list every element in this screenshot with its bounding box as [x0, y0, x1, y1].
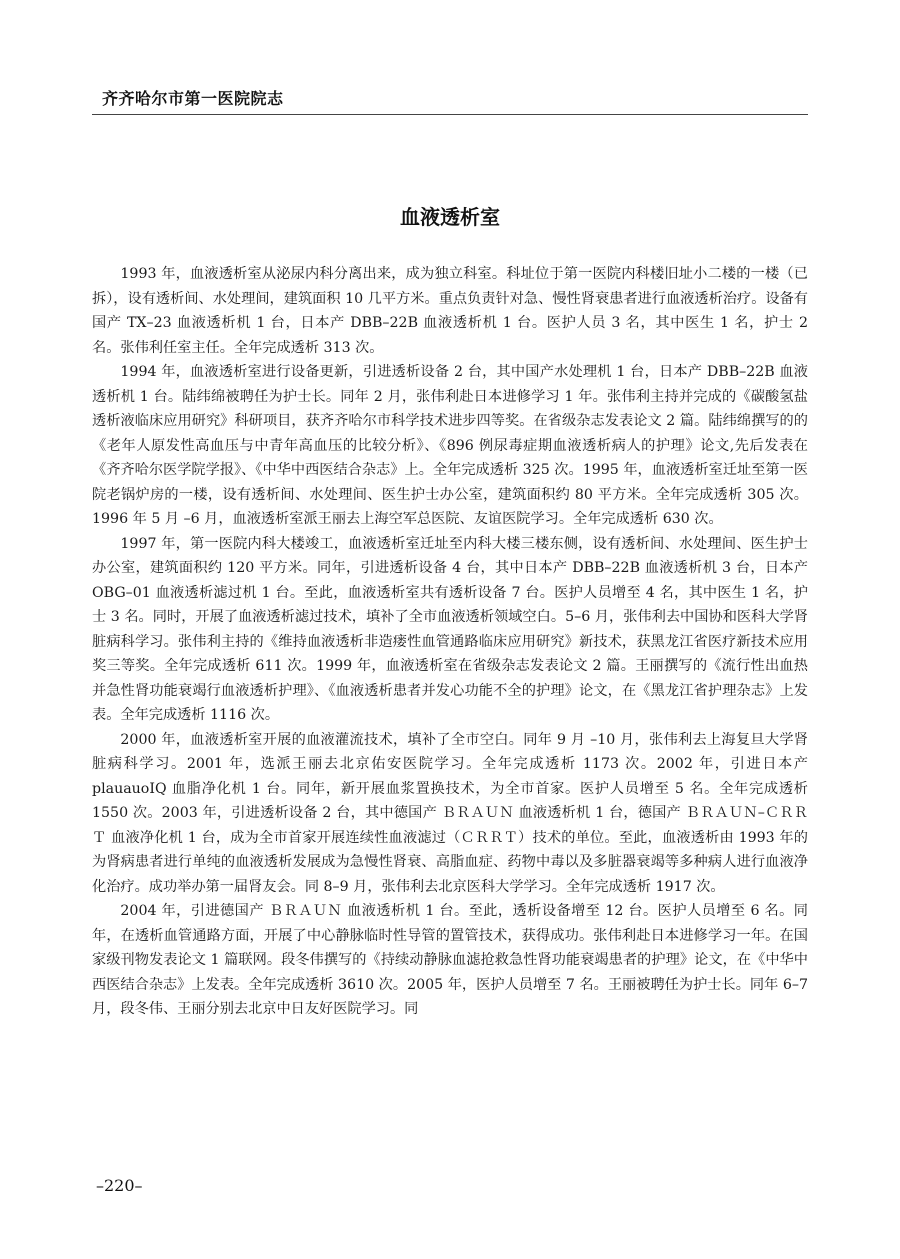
- paragraph: 2000 年，血液透析室开展的血液灌流技术，填补了全市空白。同年 9 月 –10 月，张伟利去上海复旦大学肾脏病科学习。2001 年，选派王丽去北京佑安医院学习。全年完成透析 1173 次。2002 年，引进日本产 plauauoIQ 血脂净化机 1 台。同年，新开展血浆置换技术，为全市首家。医护人员增至 5 名。全年完成透析 1550 次。2003 年，引进透析设备 2 台，其中德国产 ＢＲＡＵＮ 血液透析机 1 台，德国产 ＢＲＡＵＮ–ＣＲＲＴ 血液净化机 1 台，成为全市首家开展连续性血液滤过（ＣＲＲＴ）技术的单位。至此，血液透析由 1993 年的为肾病患者进行单纯的血液透析发展成为急慢性肾衰、高脂血症、药物中毒以及多脏器衰竭等多种病人进行血液净化治疗。成功举办第一届肾友会。同 8–9 月，张伟利去北京医科大学学习。全年完成透析 1917 次。: [92, 731, 808, 895]
- paragraph: 1997 年，第一医院内科大楼竣工，血液透析室迁址至内科大楼三楼东侧，设有透析间、水处理间、医生护士办公室，建筑面积约 120 平方米。同年，引进透析设备 4 台，其中日本产 DBB–22B 血液透析机 3 台，日本产 OBG–01 血液透析滤过机 1 台。至此，血液透析室共有透析设备 7 台。医护人员增至 4 名，其中医生 1 名，护士 3 名。同时，开展了血液透析滤过技术，填补了全市血液透析领域空白。5–6 月，张伟利去中国协和医科大学肾脏病科学习。张伟利主持的《维持血液透析非造瘘性血管通路临床应用研究》新技术，获黑龙江省医疗新技术应用奖三等奖。全年完成透析 611 次。1999 年，血液透析室在省级杂志发表论文 2 篇。王丽撰写的《流行性出血热并急性肾功能衰竭行血液透析护理》、《血液透析患者并发心功能不全的护理》论文，在《黑龙江省护理杂志》上发表。全年完成透析 1116 次。: [92, 535, 808, 723]
- paragraph: 1993 年，血液透析室从泌尿内科分离出来，成为独立科室。科址位于第一医院内科楼旧址小二楼的一楼（已拆），设有透析间、水处理间，建筑面积 10 几平方米。重点负责针对急、慢性肾衰患者进行血液透析治疗。设备有国产 TX–23 血液透析机 1 台，日本产 DBB–22B 血液透析机 1 台。医护人员 3 名，其中医生 1 名，护士 2 名。张伟利任室主任。全年完成透析 313 次。: [92, 266, 808, 356]
- section-title: 血液透析室: [400, 205, 500, 230]
- book-title: 齐齐哈尔市第一医院院志: [102, 89, 284, 108]
- header-divider: [92, 114, 808, 115]
- paragraph: 1994 年，血液透析室进行设备更新，引进透析设备 2 台，其中国产水处理机 1 台，日本产 DBB–22B 血液透析机 1 台。陆纬绵被聘任为护士长。同年 2 月，张伟利赴日本进修学习 1 年。张伟利主持并完成的《碳酸氢盐透析液临床应用研究》科研项目，获齐齐哈尔市科学技术进步四等奖。在省级杂志发表论文 2 篇。陆纬绵撰写的的《老年人原发性高血压与中青年高血压的比较分析》、《896 例尿毒症期血液透析病人的护理》论文,先后发表在《齐齐哈尔医学院学报》、《中华中西医结合杂志》上。全年完成透析 325 次。1995 年，血液透析室迁址至第一医院老锅炉房的一楼，设有透析间、水处理间、医生护士办公室，建筑面积约 80 平方米。全年完成透析 305 次。1996 年 5 月 –6 月，血液透析室派王丽去上海空军总医院、友谊医院学习。全年完成透析 630 次。: [92, 364, 808, 527]
- paragraph: 2004 年，引进德国产 ＢＲＡＵＮ 血液透析机 1 台。至此，透析设备增至 12 台。医护人员增至 6 名。同年，在透析血管通路方面，开展了中心静脉临时性导管的置管技术，获得成功。张伟利赴日本进修学习一年。在国家级刊物发表论文 1 篇联网。段冬伟撰写的《持续动静脉血滤抢救急性肾功能衰竭患者的护理》论文，在《中华中西医结合杂志》上发表。全年完成透析 3610 次。2005 年，医护人员增至 7 名。王丽被聘任为护士长。同年 6–7 月，段冬伟、王丽分别去北京中日友好医院学习。同: [92, 903, 808, 1017]
- page-number: –220–: [96, 1176, 143, 1195]
- body-text: [92, 262, 808, 1022]
